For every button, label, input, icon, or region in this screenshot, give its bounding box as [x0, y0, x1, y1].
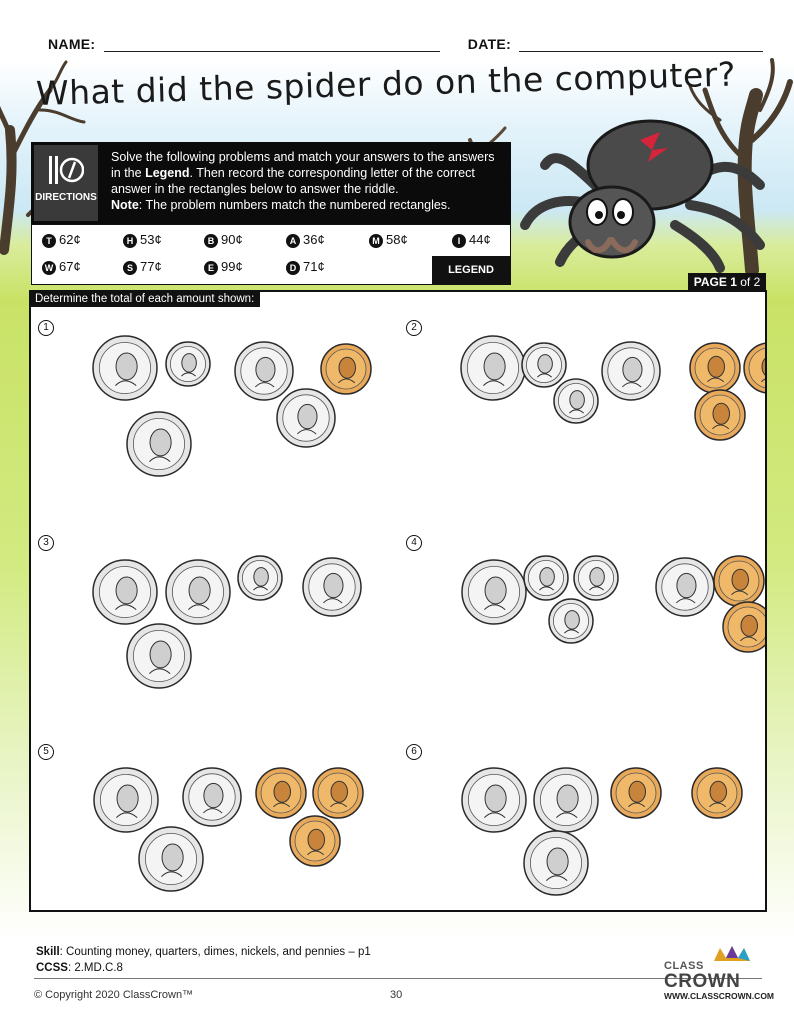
nickel-coin	[277, 389, 335, 447]
brand-top: CLASS	[664, 960, 704, 972]
legend-value: 58¢	[386, 232, 408, 247]
legend-box	[31, 224, 511, 285]
problem-area	[29, 290, 767, 912]
legend-item	[452, 232, 491, 248]
penny-coin	[290, 816, 340, 866]
classcrown-logo	[664, 960, 774, 1001]
penny-coin	[692, 768, 742, 818]
penny-coin	[744, 343, 765, 393]
quarter-coin	[127, 624, 191, 688]
name-date-row	[48, 36, 763, 52]
dime-coin	[238, 556, 282, 600]
directions-line-2	[111, 165, 506, 181]
skill-text: : Counting money, quarters, dimes, nickels, and pennies – p1	[59, 946, 371, 958]
directions-line-3: answer in the rectangles below to answer the riddle.	[111, 182, 399, 196]
legend-value: 67¢	[59, 259, 81, 274]
problem-number: 2	[406, 320, 422, 336]
directions-line-1: Solve the following problems and match your answers to the answers	[111, 150, 495, 164]
ccss-line	[36, 960, 371, 976]
nickel-coin	[235, 342, 293, 400]
date-label: DATE:	[467, 36, 512, 52]
penny-coin	[690, 343, 740, 393]
dime-coin	[524, 556, 568, 600]
instruction-label: Determine the total of each amount shown:	[31, 292, 260, 307]
dime-coin	[574, 556, 618, 600]
page-total: 2	[753, 275, 761, 289]
legend-item	[42, 259, 81, 275]
problem-number: 3	[38, 535, 54, 551]
coins-layer	[31, 292, 765, 910]
legend-tag	[432, 256, 510, 284]
directions-badge	[34, 145, 98, 221]
quarter-coin	[93, 560, 157, 624]
quarter-coin	[462, 560, 526, 624]
dime-coin	[554, 379, 598, 423]
skill-line	[36, 944, 371, 960]
directions-text	[111, 149, 506, 213]
legend-item	[286, 232, 325, 248]
copyright: © Copyright 2020 ClassCrown™	[34, 989, 194, 1001]
penny-coin	[723, 602, 765, 652]
dime-coin	[549, 599, 593, 643]
nickel-coin	[183, 768, 241, 826]
brand-url: WWW.CLASSCROWN.COM	[664, 991, 775, 1001]
legend-value: 53¢	[140, 232, 162, 247]
legend-item	[204, 232, 243, 248]
directions-note	[111, 197, 506, 213]
penny-coin	[321, 344, 371, 394]
legend-letter: S	[123, 261, 137, 275]
directions-label: DIRECTIONS	[35, 192, 97, 203]
name-field[interactable]	[104, 37, 440, 52]
legend-value: 71¢	[303, 259, 325, 274]
quarter-coin	[93, 336, 157, 400]
quarter-coin	[461, 336, 525, 400]
problem-number: 5	[38, 744, 54, 760]
legend-letter: I	[452, 234, 466, 248]
directions-line-2-start: in the	[111, 166, 146, 180]
directions-legend-word: Legend	[145, 166, 190, 180]
legend-value: 62¢	[59, 232, 81, 247]
legend-tag-text: LEGEND	[448, 264, 494, 276]
compass-icon	[48, 153, 84, 192]
quarter-coin	[127, 412, 191, 476]
penny-coin	[695, 390, 745, 440]
penny-coin	[714, 556, 764, 606]
legend-letter: W	[42, 261, 56, 275]
legend-value: 36¢	[303, 232, 325, 247]
directions-box	[31, 142, 511, 224]
legend-letter: M	[369, 234, 383, 248]
nickel-coin	[602, 342, 660, 400]
brand-main: CROWN	[664, 971, 741, 992]
page-label: PAGE	[693, 275, 727, 289]
legend-value: 44¢	[469, 232, 491, 247]
skill-label: Skill	[36, 946, 60, 958]
legend-item	[204, 259, 243, 275]
nickel-coin	[656, 558, 714, 616]
quarter-coin	[534, 768, 598, 832]
page-number: 30	[390, 989, 403, 1001]
name-label: NAME:	[48, 36, 96, 52]
page-of: of	[740, 275, 751, 289]
directions-line-2-end: . Then record the corresponding letter of the correct	[189, 166, 475, 180]
footer-divider	[34, 978, 762, 979]
quarter-coin	[139, 827, 203, 891]
legend-letter: T	[42, 234, 56, 248]
legend-letter: B	[204, 234, 218, 248]
dime-coin	[522, 343, 566, 387]
quarter-coin	[166, 560, 230, 624]
legend-letter: D	[286, 261, 300, 275]
penny-coin	[313, 768, 363, 818]
footer-skill	[36, 944, 371, 976]
quarter-coin	[94, 768, 158, 832]
problem-number: 6	[406, 744, 422, 760]
legend-item	[42, 232, 81, 248]
legend-letter: A	[286, 234, 300, 248]
legend-item	[286, 259, 325, 275]
page-current: 1	[730, 275, 737, 289]
date-field[interactable]	[519, 37, 763, 52]
page-indicator	[688, 273, 766, 291]
ccss-text: : 2.MD.C.8	[67, 962, 123, 974]
penny-coin	[611, 768, 661, 818]
spider-illustration	[525, 121, 760, 268]
dime-coin	[166, 342, 210, 386]
ccss-label: CCSS	[36, 962, 68, 974]
quarter-coin	[462, 768, 526, 832]
note-text: : The problem numbers match the numbered rectangles.	[138, 198, 451, 212]
legend-letter: E	[204, 261, 218, 275]
problem-number: 4	[406, 535, 422, 551]
quarter-coin	[524, 831, 588, 895]
riddle-title: What did the spider do on the computer?	[35, 54, 737, 113]
problem-number: 1	[38, 320, 54, 336]
legend-item	[123, 259, 162, 275]
legend-item	[369, 232, 408, 248]
note-label: Note	[111, 198, 139, 212]
legend-letter: H	[123, 234, 137, 248]
crown-icon	[712, 944, 752, 962]
legend-value: 90¢	[221, 232, 243, 247]
penny-coin	[256, 768, 306, 818]
legend-value: 77¢	[140, 259, 162, 274]
legend-item	[123, 232, 162, 248]
nickel-coin	[303, 558, 361, 616]
legend-value: 99¢	[221, 259, 243, 274]
